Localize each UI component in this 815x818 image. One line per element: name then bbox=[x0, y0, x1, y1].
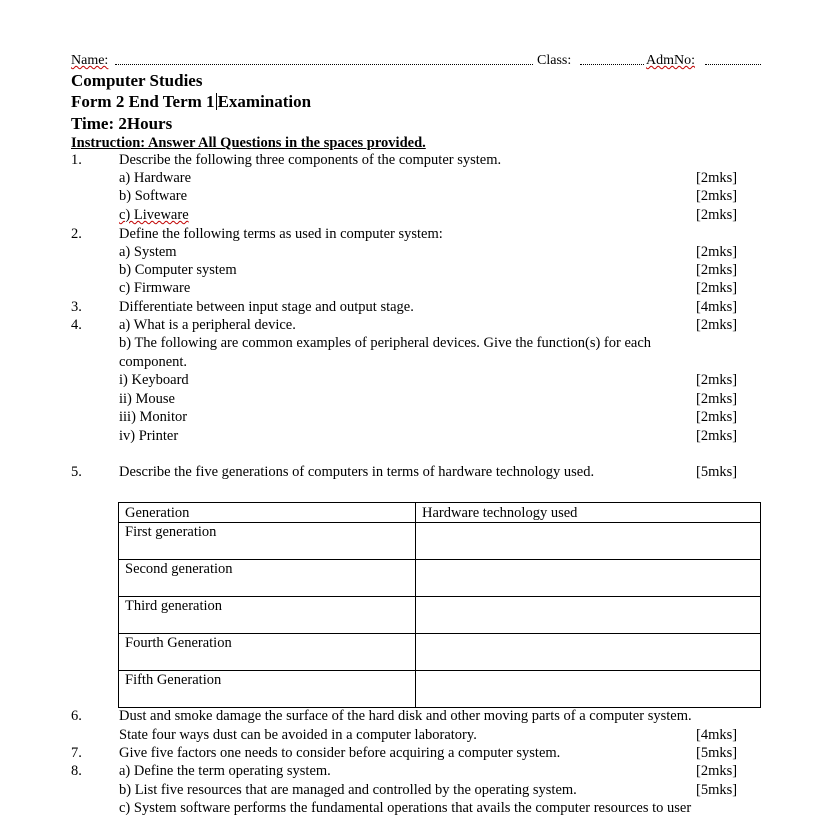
question-line bbox=[0, 745, 815, 763]
question-line bbox=[0, 226, 815, 244]
marks-allocation: [2mks] bbox=[696, 763, 738, 779]
table-header-technology: Hardware technology used bbox=[416, 503, 761, 523]
question-text: b) List five resources that are managed and controlled by the operating system. bbox=[119, 782, 577, 798]
question-line bbox=[0, 299, 815, 317]
question-text: iii) Monitor bbox=[119, 409, 188, 425]
question-text: State four ways dust can be avoided in a computer laboratory. bbox=[119, 727, 477, 743]
question-text: Dust and smoke damage the surface of the hard disk and other moving parts of a computer system. bbox=[119, 708, 692, 724]
question-number: 2. bbox=[71, 226, 82, 242]
question-text: a) Define the term operating system. bbox=[119, 763, 331, 779]
question-line bbox=[0, 391, 815, 409]
exam-time: Time: 2Hours bbox=[71, 114, 173, 133]
class-label: Class: bbox=[537, 53, 572, 68]
text-cursor bbox=[216, 93, 217, 110]
technology-answer-cell[interactable] bbox=[416, 523, 761, 560]
table-row bbox=[119, 671, 761, 708]
question-text: Differentiate between input stage and output stage. bbox=[119, 299, 414, 315]
generation-cell: Fifth Generation bbox=[119, 671, 416, 708]
instruction-text: Instruction: Answer All Questions in the spaces provided. bbox=[71, 135, 426, 151]
question-line bbox=[0, 782, 815, 800]
marks-allocation: [2mks] bbox=[696, 317, 738, 333]
question-line bbox=[0, 170, 815, 188]
question-text: ii) Mouse bbox=[119, 391, 175, 407]
marks-allocation: [2mks] bbox=[696, 280, 738, 296]
table-row bbox=[119, 597, 761, 634]
marks-allocation: [2mks] bbox=[696, 409, 738, 425]
generations-table bbox=[118, 502, 761, 708]
question-line bbox=[0, 207, 815, 225]
generation-cell: Second generation bbox=[119, 560, 416, 597]
question-number: 4. bbox=[71, 317, 82, 333]
question-line bbox=[0, 280, 815, 298]
table-row bbox=[119, 634, 761, 671]
question-text: iv) Printer bbox=[119, 428, 179, 444]
exam-title bbox=[71, 92, 311, 112]
marks-allocation: [5mks] bbox=[696, 745, 738, 761]
question-number: 8. bbox=[71, 763, 82, 779]
question-number: 1. bbox=[71, 152, 82, 168]
question-line bbox=[0, 464, 815, 482]
question-text: Define the following terms as used in computer system: bbox=[119, 226, 443, 242]
question-number: 6. bbox=[71, 708, 82, 724]
question-text: a) What is a peripheral device. bbox=[119, 317, 296, 333]
marks-allocation: [2mks] bbox=[696, 188, 738, 204]
name-blank bbox=[115, 64, 533, 65]
question-text: c) System software performs the fundamental operations that avails the computer resources to user bbox=[119, 800, 692, 816]
question-line bbox=[0, 372, 815, 390]
table-header-row bbox=[119, 503, 761, 523]
question-text: i) Keyboard bbox=[119, 372, 189, 388]
table-header-generation: Generation bbox=[119, 503, 416, 523]
question-text: b) Computer system bbox=[119, 262, 237, 278]
marks-allocation: [5mks] bbox=[696, 464, 738, 480]
question-text: c) Firmware bbox=[119, 280, 191, 296]
question-line bbox=[0, 188, 815, 206]
marks-allocation: [2mks] bbox=[696, 170, 738, 186]
table-row bbox=[119, 560, 761, 597]
question-text: Give five factors one needs to consider before acquiring a computer system. bbox=[119, 745, 561, 761]
marks-allocation: [2mks] bbox=[696, 372, 738, 388]
question-number: 5. bbox=[71, 464, 82, 480]
question-text: Describe the following three components of the computer system. bbox=[119, 152, 502, 168]
student-info-header bbox=[71, 53, 761, 69]
marks-allocation: [2mks] bbox=[696, 391, 738, 407]
marks-allocation: [2mks] bbox=[696, 244, 738, 260]
marks-allocation: [4mks] bbox=[696, 727, 738, 743]
question-line bbox=[0, 409, 815, 427]
generation-cell: Third generation bbox=[119, 597, 416, 634]
table-row bbox=[119, 523, 761, 560]
marks-allocation: [2mks] bbox=[696, 262, 738, 278]
question-line bbox=[0, 428, 815, 446]
question-line bbox=[0, 354, 815, 372]
question-text: component. bbox=[119, 354, 188, 370]
question-line bbox=[0, 708, 815, 726]
marks-allocation: [2mks] bbox=[696, 428, 738, 444]
technology-answer-cell[interactable] bbox=[416, 560, 761, 597]
question-text: c) Liveware bbox=[119, 207, 189, 223]
question-number: 3. bbox=[71, 299, 82, 315]
question-text: a) Hardware bbox=[119, 170, 192, 186]
question-line bbox=[0, 244, 815, 262]
question-line bbox=[0, 152, 815, 170]
exam-title-part-1: Form 2 End Term 1 bbox=[71, 92, 215, 111]
question-text: a) System bbox=[119, 244, 177, 260]
question-text: b) The following are common examples of peripheral devices. Give the function(s) for each bbox=[119, 335, 652, 351]
question-line bbox=[0, 317, 815, 335]
generation-cell: Fourth Generation bbox=[119, 634, 416, 671]
question-line bbox=[0, 335, 815, 353]
exam-title-part-2: Examination bbox=[217, 92, 312, 111]
generation-cell: First generation bbox=[119, 523, 416, 560]
marks-allocation: [4mks] bbox=[696, 299, 738, 315]
question-line bbox=[0, 800, 815, 818]
question-line bbox=[0, 763, 815, 781]
technology-answer-cell[interactable] bbox=[416, 671, 761, 708]
class-blank bbox=[580, 64, 644, 65]
technology-answer-cell[interactable] bbox=[416, 597, 761, 634]
question-line bbox=[0, 727, 815, 745]
admno-label: AdmNo: bbox=[646, 53, 695, 68]
question-text: b) Software bbox=[119, 188, 188, 204]
name-label: Name: bbox=[71, 53, 109, 68]
subject-title: Computer Studies bbox=[71, 71, 203, 90]
admno-blank bbox=[705, 64, 761, 65]
question-text: Describe the five generations of computers in terms of hardware technology used. bbox=[119, 464, 595, 480]
marks-allocation: [2mks] bbox=[696, 207, 738, 223]
technology-answer-cell[interactable] bbox=[416, 634, 761, 671]
question-line bbox=[0, 262, 815, 280]
question-number: 7. bbox=[71, 745, 82, 761]
marks-allocation: [5mks] bbox=[696, 782, 738, 798]
